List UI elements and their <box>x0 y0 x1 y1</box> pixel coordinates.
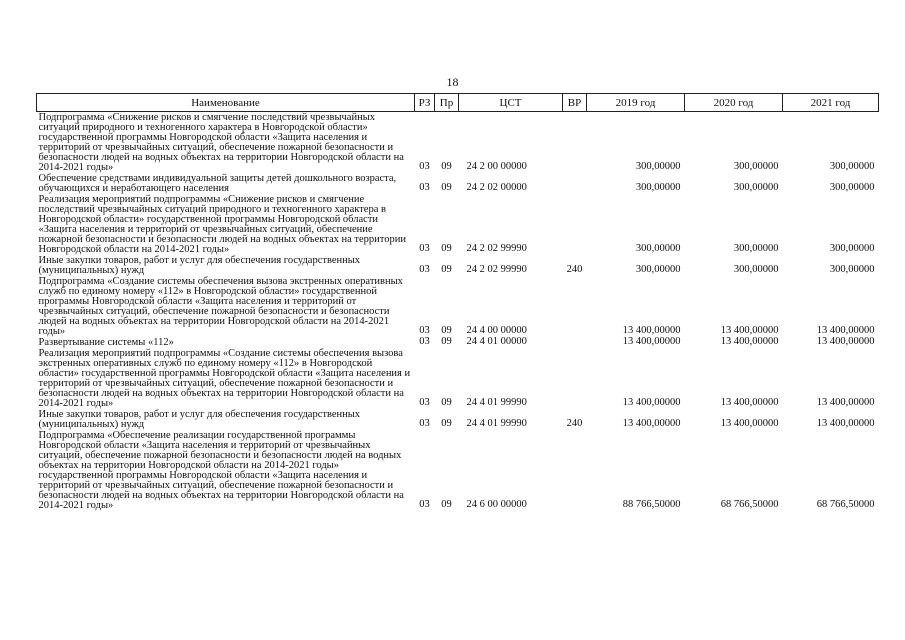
row-vr: 240 <box>566 264 583 275</box>
row-2019: 13 400,00000 <box>622 336 681 347</box>
header-pr: Пр <box>435 94 459 112</box>
row-2021: 13 400,00000 <box>816 336 875 347</box>
row-name: Подпрограмма «Создание системы обеспечения вызова экстренных оперативных служб по единому номеру «112» в Новгородской области» государственной программы Новгородской области «Защита населения и территорий от чрезвычайных ситуаций, обеспечение пожарной безопасности и безопасности людей на водных объектах на территории Новгородской области на 2014-2021 годы» <box>38 276 403 337</box>
row-2019: 13 400,00000 <box>622 418 681 429</box>
row-vr <box>563 348 587 409</box>
table-row <box>37 409 879 430</box>
row-2019: 13 400,00000 <box>622 325 681 336</box>
table-row <box>37 112 879 174</box>
row-2021: 68 766,50000 <box>816 499 875 510</box>
row-rz: 03 <box>419 182 430 193</box>
row-rz: 03 <box>419 243 430 254</box>
header-cst: ЦСТ <box>459 94 563 112</box>
row-2019: 88 766,50000 <box>622 499 681 510</box>
row-vr <box>563 430 587 511</box>
row-name: Обеспечение средствами индивидуальной защиты детей дошкольного возраста, обучающихся и неработающего населения <box>38 173 397 194</box>
row-cst: 24 4 01 00000 <box>466 336 527 347</box>
row-vr <box>563 112 587 174</box>
row-2021: 13 400,00000 <box>816 418 875 429</box>
row-vr <box>563 173 587 194</box>
row-2019: 13 400,00000 <box>622 397 681 408</box>
row-2020: 13 400,00000 <box>720 397 779 408</box>
row-name: Реализация мероприятий подпрограммы «Снижение рисков и смягчение последствий чрезвычайных ситуаций природного и техногенного характера в Новгородской области» государственной программы Новгородской области «Защита населения и территорий от чрезвычайных ситуаций, обеспечение пожарной безопасности и безопасности людей на водных объектах на территории Новгородской области на 2014-2021 годы» <box>38 194 406 255</box>
row-2019: 300,00000 <box>635 161 681 172</box>
row-pr: 09 <box>441 243 452 254</box>
row-cst: 24 2 02 00000 <box>466 182 527 193</box>
row-vr: 240 <box>566 418 583 429</box>
row-cst: 24 4 00 00000 <box>466 325 527 336</box>
row-vr <box>563 194 587 255</box>
row-pr: 09 <box>441 325 452 336</box>
table-row <box>37 276 879 337</box>
header-2021: 2021 год <box>783 94 879 112</box>
row-name: Развертывание системы «112» <box>38 337 174 348</box>
row-2020: 300,00000 <box>733 182 779 193</box>
row-pr: 09 <box>441 499 452 510</box>
row-2021: 13 400,00000 <box>816 325 875 336</box>
row-name: Реализация мероприятий подпрограммы «Создание системы обеспечения вызова экстренных оперативных служб по единому номеру «112» в Новгородской области» государственной программы Новгородской области «Защита населения и территорий от чрезвычайных ситуаций, обеспечение пожарной безопасности и безопасности людей на водных объектах на территории Новгородской области на 2014-2021 годы» <box>38 348 411 409</box>
row-2020: 13 400,00000 <box>720 336 779 347</box>
row-2020: 68 766,50000 <box>720 499 779 510</box>
row-rz: 03 <box>419 325 430 336</box>
row-2020: 300,00000 <box>733 161 779 172</box>
table-row <box>37 430 879 511</box>
row-pr: 09 <box>441 264 452 275</box>
row-2021: 13 400,00000 <box>816 397 875 408</box>
page-number: 18 <box>446 75 459 89</box>
row-cst: 24 2 00 00000 <box>466 161 527 172</box>
row-name: Иные закупки товаров, работ и услуг для обеспечения государственных (муниципальных) нужд <box>38 409 361 430</box>
row-2019: 300,00000 <box>635 243 681 254</box>
header-vr: ВР <box>563 94 587 112</box>
row-rz: 03 <box>419 499 430 510</box>
row-rz: 03 <box>419 161 430 172</box>
header-2019: 2019 год <box>587 94 685 112</box>
row-vr <box>563 337 587 348</box>
row-2021: 300,00000 <box>829 243 875 254</box>
row-pr: 09 <box>441 397 452 408</box>
row-2019: 300,00000 <box>635 182 681 193</box>
row-pr: 09 <box>441 418 452 429</box>
row-cst: 24 4 01 99990 <box>466 418 527 429</box>
row-2020: 13 400,00000 <box>720 418 779 429</box>
row-2020: 300,00000 <box>733 264 779 275</box>
table-row <box>37 348 879 409</box>
row-2019: 300,00000 <box>635 264 681 275</box>
row-2020: 13 400,00000 <box>720 325 779 336</box>
table-row <box>37 173 879 194</box>
row-cst: 24 4 01 99990 <box>466 397 527 408</box>
row-name: Иные закупки товаров, работ и услуг для обеспечения государственных (муниципальных) нужд <box>38 255 361 276</box>
budget-table <box>36 93 879 511</box>
row-rz: 03 <box>419 418 430 429</box>
table-header-row <box>37 94 879 112</box>
header-2020: 2020 год <box>685 94 783 112</box>
row-pr: 09 <box>441 182 452 193</box>
row-pr: 09 <box>441 161 452 172</box>
row-cst: 24 2 02 99990 <box>466 243 527 254</box>
row-rz: 03 <box>419 397 430 408</box>
row-name: Подпрограмма «Снижение рисков и смягчение последствий чрезвычайных ситуаций природного и техногенного характера в Новгородской области» государственной программы Новгородской области «Защита населения и территорий от чрезвычайных ситуаций, обеспечение пожарной безопасности и безопасности людей на водных объектах на территории Новгородской области на 2014-2021 годы» <box>38 112 404 173</box>
row-name: Подпрограмма «Обеспечение реализации государственной программы Новгородской области «Защита населения и территорий от чрезвычайных ситуаций, обеспечение пожарной безопасности и безопасности людей на водных объектах на территории Новгородской области на 2014-2021 годы» государственной программы Новгородской области «Защита населения и территорий от чрезвычайных ситуаций, обеспечение пожарной безопасности и безопасности людей на водных объектах на территории Новгородской области на 2014-2021 годы» <box>38 430 404 511</box>
row-vr <box>563 276 587 337</box>
table-row <box>37 255 879 276</box>
row-2020: 300,00000 <box>733 243 779 254</box>
table-row <box>37 194 879 255</box>
row-2021: 300,00000 <box>829 182 875 193</box>
row-pr: 09 <box>441 336 452 347</box>
row-2021: 300,00000 <box>829 264 875 275</box>
row-cst: 24 6 00 00000 <box>466 499 527 510</box>
row-rz: 03 <box>419 264 430 275</box>
row-2021: 300,00000 <box>829 161 875 172</box>
header-rz: РЗ <box>415 94 435 112</box>
row-rz: 03 <box>419 336 430 347</box>
row-cst: 24 2 02 99990 <box>466 264 527 275</box>
header-name: Наименование <box>37 94 415 112</box>
table-row <box>37 337 879 348</box>
